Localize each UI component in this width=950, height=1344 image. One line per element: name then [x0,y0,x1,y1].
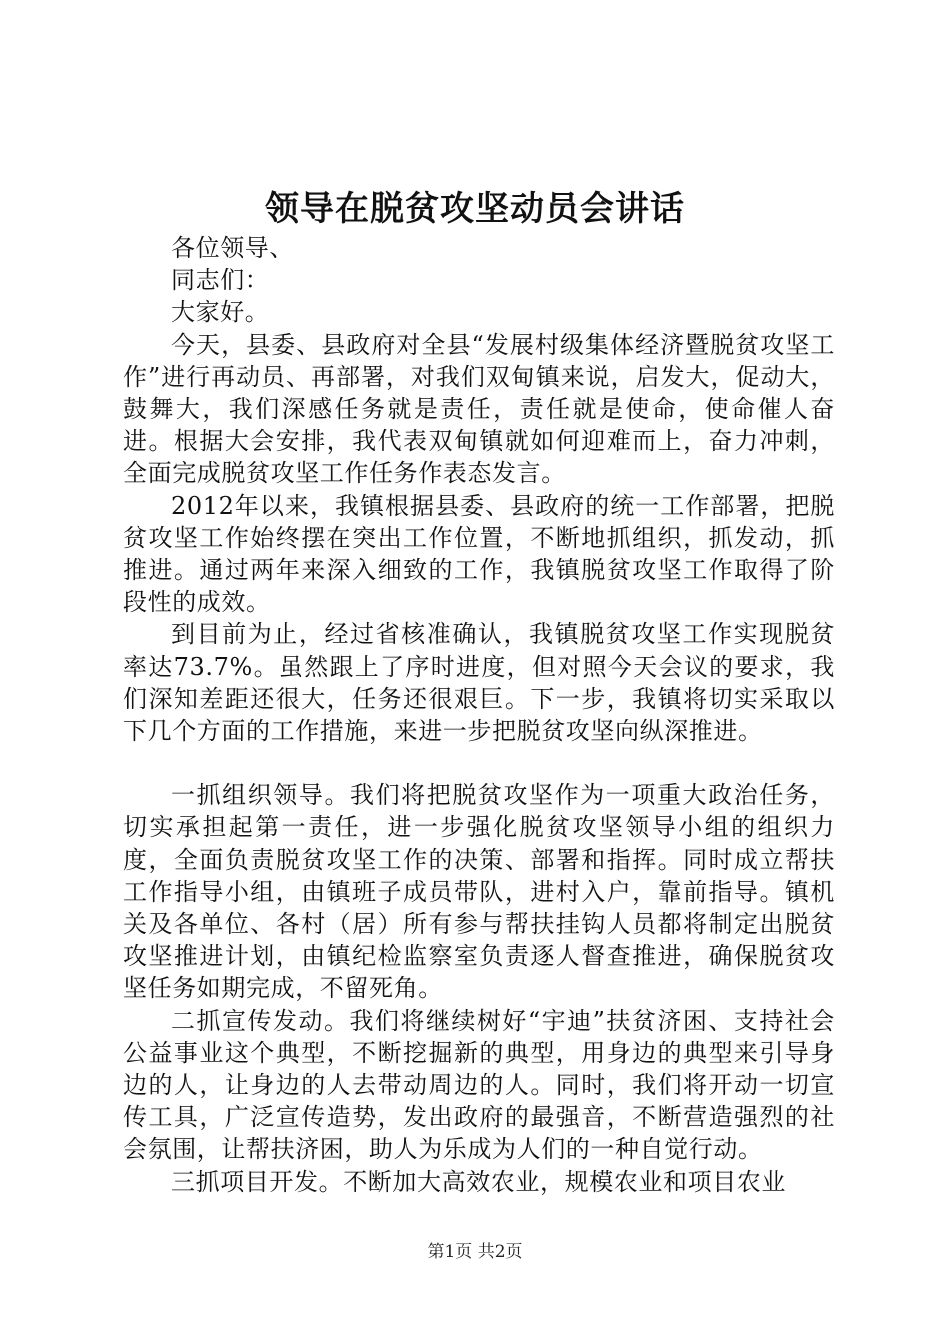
paragraph-progress: 到目前为止，经过省核准确认，我镇脱贫攻坚工作实现脱贫率达73.7%。虽然跟上了序时进度，但对照今天会议的要求，我们深知差距还很大，任务还很艰巨。下一步，我镇将切实采取以下几个方面的工作措施，来进一步把脱贫攻坚向纵深推进。 [123,620,835,746]
paragraph-organization: 一抓组织领导。我们将把脱贫攻坚作为一项重大政治任务，切实承担起第一责任，进一步强化脱贫攻坚领导小组的组织力度，全面负责脱贫攻坚工作的决策、部署和指挥。同时成立帮扶工作指导小组，由镇班子成员带队，进村入户，靠前指导。镇机关及各单位、各村（居）所有参与帮扶挂钩人员都将制定出脱贫攻坚推进计划，由镇纪检监察室负责逐人督查推进，确保脱贫攻坚任务如期完成，不留死角。 [123,781,835,1003]
paragraph-salutation-leaders: 各位领导、 [171,234,294,262]
paragraph-intro: 今天，县委、县政府对全县“发展村级集体经济暨脱贫攻坚工作”进行再动员、再部署，对我们双甸镇来说，启发大，促动大，鼓舞大，我们深感任务就是责任，责任就是使命，使命催人奋进。根据大会安排，我代表双甸镇就如何迎难而上，奋力冲刺，全面完成脱贫攻坚工作任务作表态发言。 [123,330,835,488]
document-body [123,232,835,1198]
document-title: 领导在脱贫攻坚动员会讲话 [265,189,685,229]
paragraph-projects: 三抓项目开发。不断加大高效农业，规模农业和项目农业 [171,1167,786,1196]
paragraph-salutation-comrades: 同志们： [171,266,270,295]
paragraph-greeting: 大家好。 [171,298,270,327]
page-footer: 第1页 共2页 [427,1242,523,1262]
paragraph-publicity: 二抓宣传发动。我们将继续树好“宇迪”扶贫济困、支持社会公益事业这个典型，不断挖掘新的典型，用身边的典型来引导身边的人，让身边的人去带动周边的人。同时，我们将开动一切宣传工具，广泛宣传造势，发出政府的最强音，不断营造强烈的社会氛围，让帮扶济困，助人为乐成为人们的一种自觉行动。 [123,1006,835,1164]
paragraph-since-2012: 2012年以来，我镇根据县委、县政府的统一工作部署，把脱贫攻坚工作始终摆在突出工作位置，不断地抓组织，抓发动，抓推进。通过两年来深入细致的工作，我镇脱贫攻坚工作取得了阶段性的成效。 [123,491,835,617]
